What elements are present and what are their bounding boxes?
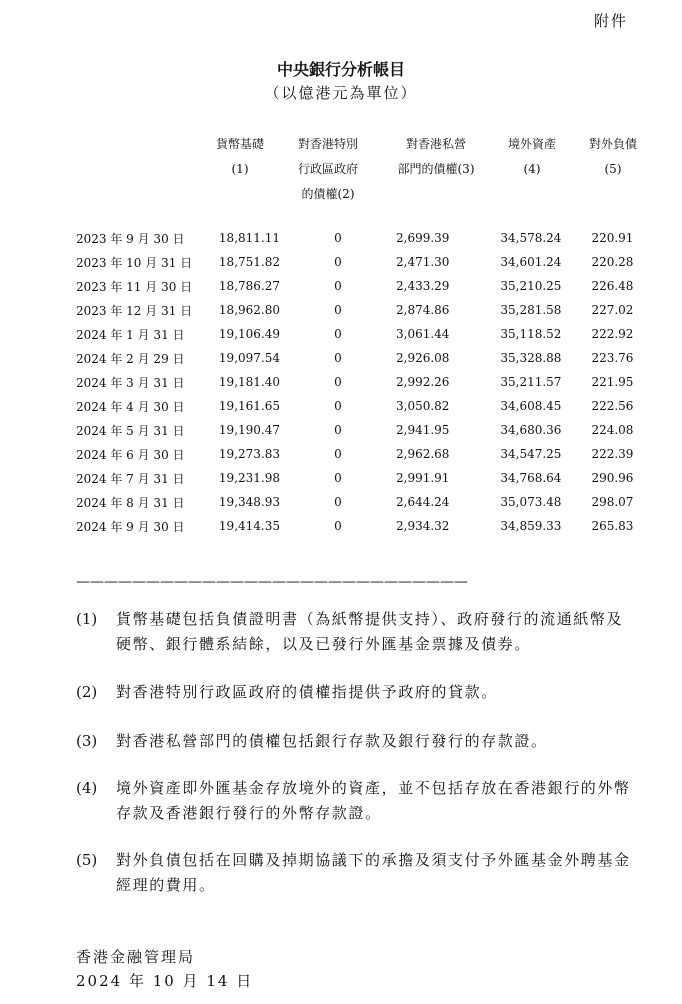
cell-external-assets: 34,601.24 bbox=[500, 255, 562, 269]
col-header-monetary-base: 貨幣基礎 (1) bbox=[215, 137, 264, 176]
cell-external-liabilities: 222.56 bbox=[591, 399, 634, 413]
cell-external-liabilities: 227.02 bbox=[591, 303, 634, 317]
cell-claims-private: 3,050.82 bbox=[396, 399, 450, 413]
cell-claims-private: 2,471.30 bbox=[396, 255, 450, 269]
cell-claims-government: 0 bbox=[334, 303, 342, 317]
cell-external-assets: 34,768.64 bbox=[500, 471, 562, 485]
cell-claims-government: 0 bbox=[334, 327, 342, 341]
issue-date: 2024 年 10 月 14 日 bbox=[76, 972, 254, 990]
row-date: 2024 年 7 月 31 日 bbox=[76, 471, 185, 486]
table-row bbox=[76, 490, 633, 514]
cell-external-liabilities: 220.28 bbox=[591, 255, 634, 269]
cell-monetary-base: 19,106.49 bbox=[218, 327, 280, 341]
cell-external-liabilities: 222.92 bbox=[591, 327, 634, 341]
cell-external-assets: 35,073.48 bbox=[500, 495, 562, 509]
note-text: 對香港私營部門的債權包括銀行存款及銀行發行的存款證。 bbox=[116, 732, 548, 750]
cell-claims-private: 2,934.32 bbox=[396, 519, 450, 533]
row-date: 2024 年 1 月 31 日 bbox=[76, 327, 185, 342]
cell-external-assets: 34,680.36 bbox=[500, 423, 562, 437]
divider-line: ———————————————————————————— bbox=[76, 574, 468, 590]
cell-monetary-base: 18,751.82 bbox=[218, 255, 280, 269]
cell-monetary-base: 19,348.93 bbox=[218, 495, 280, 509]
cell-external-assets: 35,118.52 bbox=[500, 327, 562, 341]
page-title: 中央銀行分析帳目 bbox=[276, 60, 405, 79]
cell-external-liabilities: 222.39 bbox=[591, 447, 634, 461]
note-3 bbox=[76, 729, 636, 754]
note-text: 對外負債包括在回購及掉期協議下的承擔及須支付予外匯基金外聘基金經理的費用。 bbox=[116, 851, 631, 894]
note-5 bbox=[76, 848, 636, 898]
row-date: 2023 年 10 月 31 日 bbox=[76, 255, 193, 270]
row-date: 2024 年 4 月 30 日 bbox=[76, 399, 185, 414]
row-date: 2023 年 9 月 30 日 bbox=[76, 231, 185, 246]
cell-external-assets: 35,281.58 bbox=[500, 303, 562, 317]
data-table bbox=[76, 226, 633, 538]
note-text: 境外資產即外匯基金存放境外的資產，並不包括存放在香港銀行的外幣存款及香港銀行發行的外幣存款證。 bbox=[116, 779, 631, 822]
annex-label: 附件 bbox=[594, 12, 629, 30]
cell-monetary-base: 18,811.11 bbox=[218, 231, 280, 245]
cell-external-liabilities: 223.76 bbox=[591, 351, 634, 365]
table-row bbox=[76, 394, 633, 418]
cell-external-liabilities: 224.08 bbox=[591, 423, 634, 437]
col-header-external-assets: 境外資產 (4) bbox=[507, 137, 556, 176]
cell-claims-private: 2,433.29 bbox=[396, 279, 450, 293]
cell-external-liabilities: 221.95 bbox=[591, 375, 634, 389]
table-row bbox=[76, 418, 633, 442]
note-number: (4) bbox=[76, 779, 98, 797]
row-date: 2023 年 12 月 31 日 bbox=[76, 303, 193, 318]
cell-claims-private: 3,061.44 bbox=[396, 327, 450, 341]
table-row bbox=[76, 298, 633, 322]
cell-claims-government: 0 bbox=[334, 447, 342, 461]
cell-claims-government: 0 bbox=[334, 279, 342, 293]
cell-external-assets: 35,211.57 bbox=[500, 375, 562, 389]
note-text: 貨幣基礎包括負債證明書（為紙幣提供支持）、政府發行的流通紙幣及硬幣、銀行體系結餘，以及已發行外匯基金票據及債券。 bbox=[116, 610, 624, 653]
cell-claims-private: 2,699.39 bbox=[396, 231, 450, 245]
cell-monetary-base: 18,786.27 bbox=[218, 279, 280, 293]
note-text: 對香港特別行政區政府的債權指提供予政府的貸款。 bbox=[116, 683, 498, 701]
cell-claims-government: 0 bbox=[334, 255, 342, 269]
cell-external-assets: 35,210.25 bbox=[500, 279, 562, 293]
cell-claims-private: 2,962.68 bbox=[396, 447, 450, 461]
cell-claims-government: 0 bbox=[334, 375, 342, 389]
note-number: (3) bbox=[76, 732, 98, 750]
cell-claims-government: 0 bbox=[334, 495, 342, 509]
cell-monetary-base: 19,181.40 bbox=[218, 375, 280, 389]
row-date: 2024 年 8 月 31 日 bbox=[76, 495, 185, 510]
cell-monetary-base: 19,190.47 bbox=[218, 423, 280, 437]
cell-claims-government: 0 bbox=[334, 231, 342, 245]
cell-claims-government: 0 bbox=[334, 399, 342, 413]
cell-claims-private: 2,926.08 bbox=[396, 351, 450, 365]
table-row bbox=[76, 322, 633, 346]
cell-external-liabilities: 298.07 bbox=[591, 495, 634, 509]
cell-external-liabilities: 290.96 bbox=[591, 471, 634, 485]
cell-claims-private: 2,992.26 bbox=[396, 375, 450, 389]
cell-external-liabilities: 265.83 bbox=[591, 519, 634, 533]
table-row bbox=[76, 370, 633, 394]
note-number: (1) bbox=[76, 610, 98, 628]
cell-external-assets: 34,859.33 bbox=[500, 519, 562, 533]
issuer-name: 香港金融管理局 bbox=[76, 948, 196, 966]
row-date: 2024 年 9 月 30 日 bbox=[76, 519, 185, 534]
table-row bbox=[76, 466, 633, 490]
table-row bbox=[76, 226, 633, 250]
cell-claims-private: 2,941.95 bbox=[396, 423, 450, 437]
cell-external-liabilities: 220.91 bbox=[591, 231, 634, 245]
col-header-external-liabilities: 對外負債 (5) bbox=[588, 137, 637, 176]
note-1 bbox=[76, 607, 636, 657]
cell-monetary-base: 19,161.65 bbox=[218, 399, 280, 413]
note-number: (5) bbox=[76, 851, 98, 869]
row-date: 2024 年 6 月 30 日 bbox=[76, 447, 185, 462]
cell-external-assets: 34,608.45 bbox=[500, 399, 562, 413]
cell-claims-private: 2,874.86 bbox=[396, 303, 450, 317]
row-date: 2024 年 2 月 29 日 bbox=[76, 351, 185, 366]
note-2 bbox=[76, 680, 636, 705]
cell-claims-government: 0 bbox=[334, 471, 342, 485]
cell-claims-government: 0 bbox=[334, 423, 342, 437]
cell-monetary-base: 19,097.54 bbox=[218, 351, 280, 365]
cell-claims-government: 0 bbox=[334, 351, 342, 365]
note-number: (2) bbox=[76, 683, 98, 701]
table-row bbox=[76, 274, 633, 298]
cell-monetary-base: 19,231.98 bbox=[218, 471, 280, 485]
cell-external-liabilities: 226.48 bbox=[591, 279, 634, 293]
table-row bbox=[76, 442, 633, 466]
row-date: 2024 年 5 月 31 日 bbox=[76, 423, 185, 438]
col-header-claims-government: 對香港特別 行政區政府 的債權(2) bbox=[297, 137, 358, 201]
cell-external-assets: 35,328.88 bbox=[500, 351, 562, 365]
cell-external-assets: 34,547.25 bbox=[500, 447, 562, 461]
cell-external-assets: 34,578.24 bbox=[500, 231, 562, 245]
table-row bbox=[76, 514, 633, 538]
page-subtitle: （以億港元為單位） bbox=[264, 84, 418, 102]
cell-claims-private: 2,991.91 bbox=[396, 471, 450, 485]
row-date: 2023 年 11 月 30 日 bbox=[76, 279, 193, 294]
row-date: 2024 年 3 月 31 日 bbox=[76, 375, 185, 390]
cell-monetary-base: 19,273.83 bbox=[218, 447, 280, 461]
cell-monetary-base: 18,962.80 bbox=[218, 303, 280, 317]
table-row bbox=[76, 346, 633, 370]
note-4 bbox=[76, 776, 636, 826]
cell-claims-government: 0 bbox=[334, 519, 342, 533]
cell-claims-private: 2,644.24 bbox=[396, 495, 450, 509]
cell-monetary-base: 19,414.35 bbox=[218, 519, 280, 533]
table-row bbox=[76, 250, 633, 274]
col-header-claims-private: 對香港私營 部門的債權(3) bbox=[397, 137, 475, 176]
